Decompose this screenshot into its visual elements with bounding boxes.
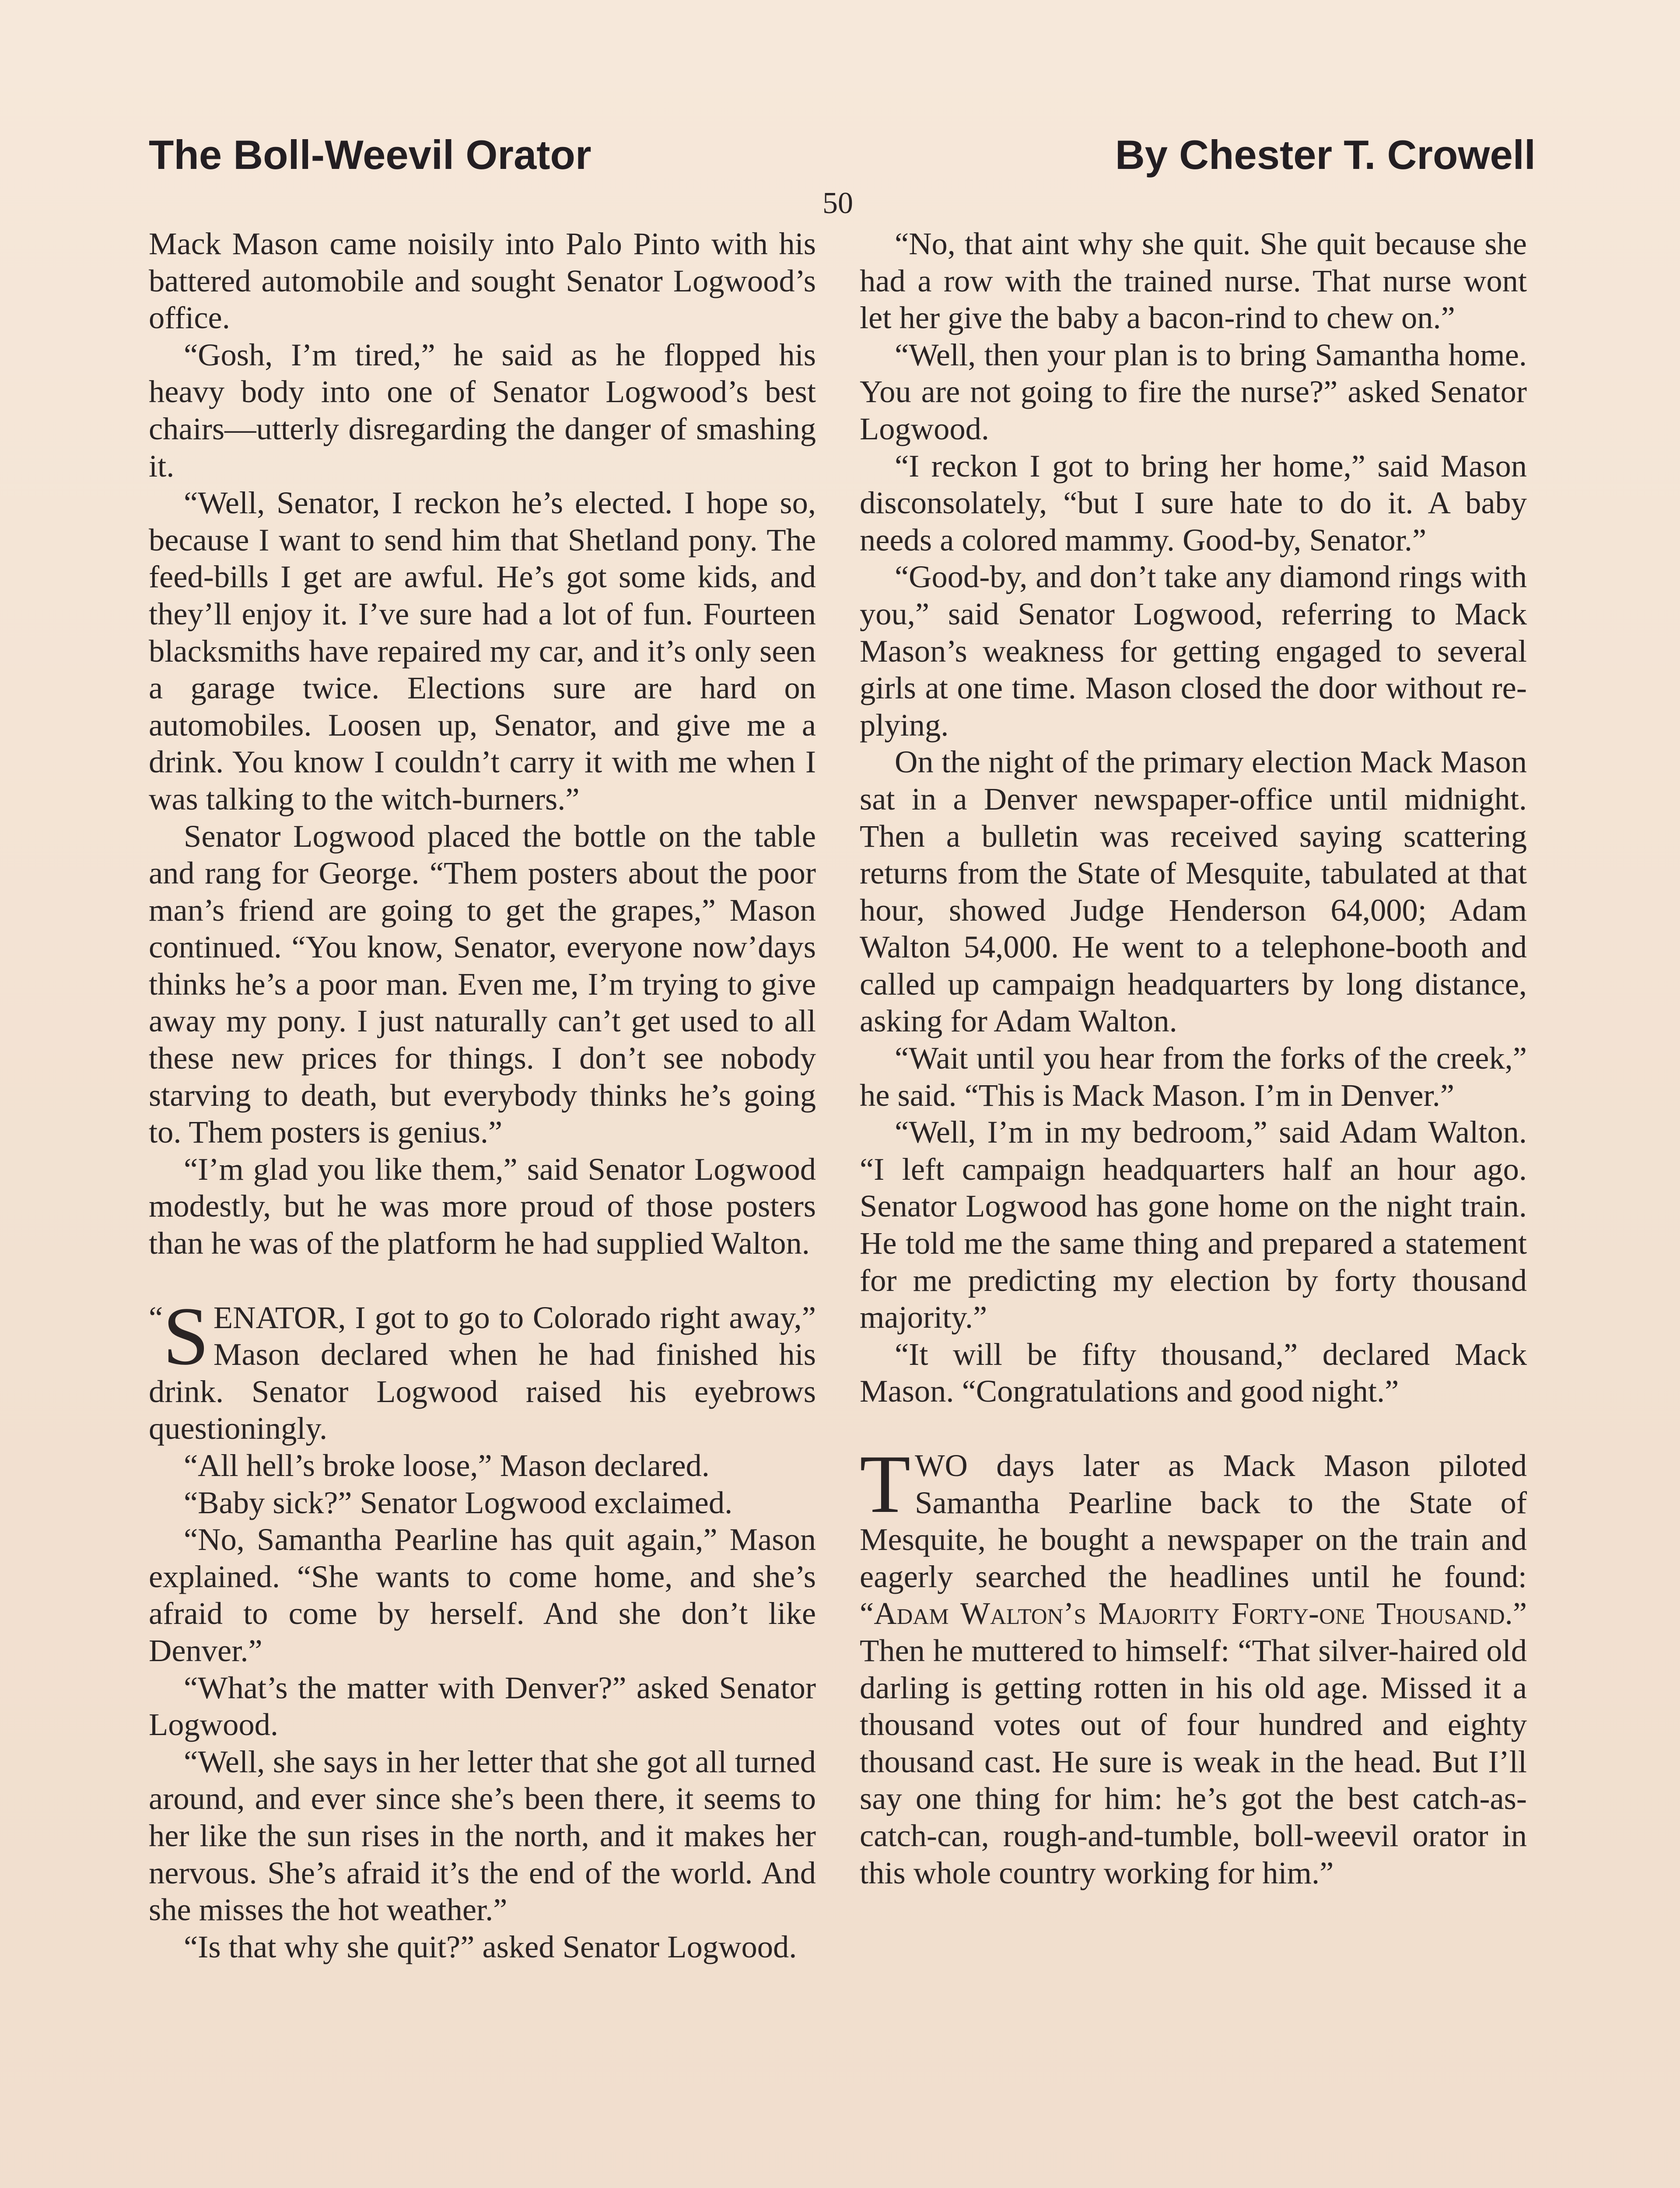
drop-cap: S — [163, 1290, 209, 1382]
paragraph: “Gosh, I’m tired,” he said as he flopped his heavy body into one of Senator Logwood’s best chairs—utterly disregarding the danger of smashing it. — [149, 337, 816, 484]
section-opening-paragraph — [860, 1438, 1527, 1891]
paragraph: “Well, I’m in my bedroom,” said Adam Walton. “I left campaign headquarters half an hour ago. Senator Logwood has gone home on the night train. He told me the same thing and prepared a statement for me predicting my election by forty thousand majority.” — [860, 1114, 1527, 1335]
left-column — [149, 225, 816, 1965]
paragraph-text: WO days later as Mack Mason piloted Samantha Pearline back to the State of Mesquite, he bought a newspaper on the train and eagerly searched the headlines until he found: “ — [860, 1448, 1527, 1631]
author-byline: By Chester T. Crowell — [1115, 132, 1536, 178]
paragraph: “No, that aint why she quit. She quit because she had a row with the trained nurse. That nurse wont let her give the baby a bacon-rind to chew on.” — [860, 226, 1527, 336]
paragraph: “It will be fifty thousand,” declared Mack Mason. “Congratulations and good night.” — [860, 1336, 1527, 1409]
page-number: 50 — [822, 186, 853, 220]
section-break — [149, 1262, 816, 1299]
paragraph: “What’s the matter with Denver?” asked Senator Logwood. — [149, 1669, 816, 1743]
paragraph: “Well, then your plan is to bring Samantha home. You are not going to fire the nurse?” asked Senator Logwood. — [860, 337, 1527, 446]
paragraph: On the night of the primary election Mack Mason sat in a Denver newspaper-office until midnight. Then a bulletin was received saying scattering returns from the State of Mesquite, tabulated at that hour, showed Judge Henderson 64,000; Adam Walton 54,000. He went to a telephone-booth and called up campaign headquarters by long distance, asking for Adam Walton. — [860, 744, 1527, 1039]
newspaper-headline: Adam Walton’s Majority Forty-one Thousand. — [874, 1595, 1513, 1631]
page-header — [149, 131, 1536, 188]
paragraph: “Well, she says in her letter that she got all turned around, and ever since she’s been there, it seems to her like the sun rises in the north, and it makes her nervous. She’s afraid it’s the end of the world. And she misses the hot weather.” — [149, 1743, 816, 1928]
drop-cap: T — [860, 1438, 911, 1530]
section-opening-paragraph — [149, 1290, 816, 1447]
paragraph-text: ENATOR, I got to go to Colorado right away,” Mason declared when he had finished his drink. Senator Logwood raised his eyebrows questioningly. — [149, 1299, 816, 1446]
paragraph: Senator Logwood placed the bottle on the table and rang for George. “Them posters about the poor man’s friend are going to get the grapes,” Mason continued. “You know, Senator, everyone now’days thinks he’s a poor man. Even me, I’m trying to give away my pony. I just naturally can’t get used to all these new prices for things. I don’t see nobody starving to death, but everybody thinks he’s going to. Them posters is genius.” — [149, 818, 816, 1150]
paragraph: “I’m glad you like them,” said Senator Logwood modestly, but he was more proud of those posters than he was of the platform he had supplied Walton. — [149, 1151, 816, 1261]
paragraph: Mack Mason came noisily into Palo Pinto with his battered automobile and sought Senator Logwood’s office. — [149, 226, 816, 336]
opening-quote: “ — [149, 1299, 163, 1335]
paragraph: “All hell’s broke loose,” Mason declared. — [184, 1448, 710, 1483]
paragraph-text: ” Then he muttered to himself: “That silver-haired old darling is getting rotten in his old age. Missed it a thousand votes out of four hundred and eighty thousand cast. He sure is weak in the head. But I’ll say one thing for him: he’s got the best catch-as-catch-can, rough-and-tumble, boll-weevil orator in this whole country working for him.” — [860, 1595, 1527, 1890]
paragraph: “Good-by, and don’t take any diamond rings with you,” said Senator Logwood, referring to Mack Mason’s weakness for getting engaged to several girls at one time. Mason closed the door without replying. — [860, 559, 1527, 743]
story-title: The Boll-Weevil Orator — [149, 132, 592, 178]
paragraph: “No, Samantha Pearline has quit again,” Mason explained. “She wants to come home, and she’s afraid to come by herself. And she don’t like Denver.” — [149, 1522, 816, 1668]
paragraph: “Well, Senator, I reckon he’s elected. I hope so, because I want to send him that Shetland pony. The feed-bills I get are awful. He’s got some kids, and they’ll enjoy it. I’ve sure had a lot of fun. Fourteen blacksmiths have repaired my car, and it’s only seen a garage twice. Elections sure are hard on automobiles. Loosen up, Senator, and give me a drink. You know I couldn’t carry it with me when I was talking to the witch-burners.” — [149, 485, 816, 817]
paragraph: “Wait until you hear from the forks of the creek,” he said. “This is Mack Mason. I’m in Denver.” — [860, 1040, 1527, 1113]
paragraph: “Is that why she quit?” asked Senator Logwood. — [184, 1929, 797, 1964]
paragraph: “Baby sick?” Senator Logwood exclaimed. — [184, 1484, 733, 1520]
section-break — [860, 1410, 1527, 1447]
right-column — [860, 225, 1527, 1891]
paragraph: “I reckon I got to bring her home,” said Mason disconsolately, “but I sure hate to do it. A baby needs a colored mammy. Good-by, Senator.” — [860, 448, 1527, 558]
